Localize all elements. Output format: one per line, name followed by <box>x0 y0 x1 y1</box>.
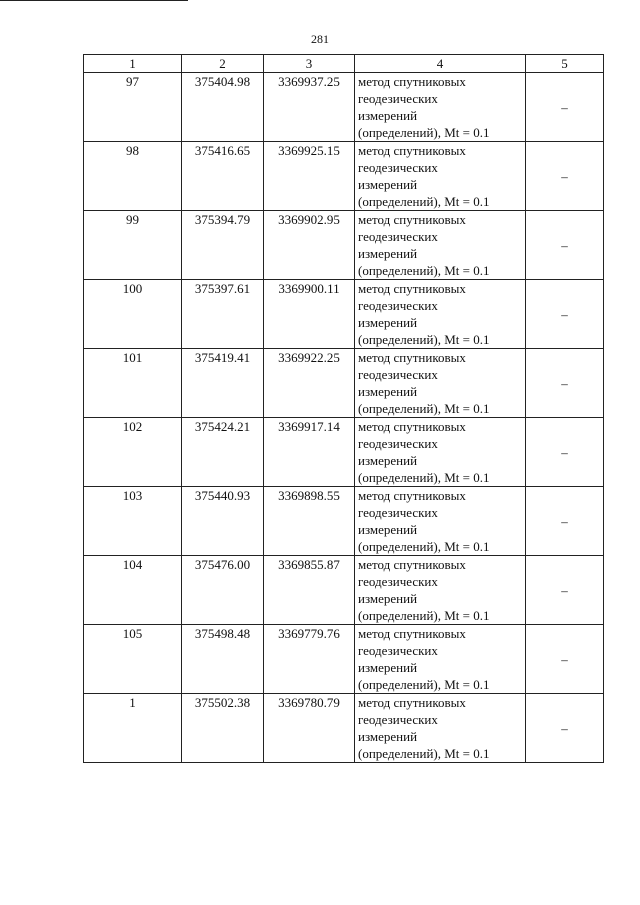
method-line: (определений), Mt = 0.1 <box>358 401 490 416</box>
y-coordinate-cell: 3369900.11 <box>264 280 355 349</box>
x-coordinate-cell: 375419.41 <box>182 349 264 418</box>
method-cell <box>355 142 526 211</box>
y-coordinate-cell: 3369902.95 <box>264 211 355 280</box>
y-coordinate-cell: 3369925.15 <box>264 142 355 211</box>
method-line: геодезических <box>358 574 438 589</box>
coordinates-table <box>83 54 604 763</box>
method-cell <box>355 556 526 625</box>
page-number: 281 <box>311 32 329 46</box>
table-row <box>84 625 604 694</box>
method-line: метод спутниковых <box>358 419 466 434</box>
x-coordinate-cell: 375440.93 <box>182 487 264 556</box>
method-line: метод спутниковых <box>358 212 466 227</box>
method-line: измерений <box>358 108 418 123</box>
y-coordinate-cell: 3369898.55 <box>264 487 355 556</box>
method-line: (определений), Mt = 0.1 <box>358 746 490 761</box>
x-coordinate-cell: 375397.61 <box>182 280 264 349</box>
table-row <box>84 73 604 142</box>
method-cell <box>355 418 526 487</box>
y-coordinate-cell: 3369779.76 <box>264 625 355 694</box>
point-number-cell: 105 <box>84 625 182 694</box>
method-line: метод спутниковых <box>358 281 466 296</box>
method-line: метод спутниковых <box>358 695 466 710</box>
method-line: метод спутниковых <box>358 143 466 158</box>
note-cell: – <box>526 556 604 625</box>
method-line: измерений <box>358 453 418 468</box>
method-line: измерений <box>358 384 418 399</box>
table-row <box>84 556 604 625</box>
method-line: метод спутниковых <box>358 626 466 641</box>
point-number-cell: 99 <box>84 211 182 280</box>
point-number-cell: 100 <box>84 280 182 349</box>
note-cell: – <box>526 142 604 211</box>
method-line: метод спутниковых <box>358 488 466 503</box>
method-line: измерений <box>358 729 418 744</box>
method-line: (определений), Mt = 0.1 <box>358 125 490 140</box>
x-coordinate-cell: 375502.38 <box>182 694 264 763</box>
x-coordinate-cell: 375476.00 <box>182 556 264 625</box>
header-col-3: 3 <box>264 55 355 73</box>
method-line: геодезических <box>358 298 438 313</box>
method-cell <box>355 349 526 418</box>
note-cell: – <box>526 694 604 763</box>
method-line: (определений), Mt = 0.1 <box>358 194 490 209</box>
table-row <box>84 418 604 487</box>
method-line: измерений <box>358 660 418 675</box>
method-cell <box>355 625 526 694</box>
method-line: метод спутниковых <box>358 74 466 89</box>
note-cell: – <box>526 487 604 556</box>
y-coordinate-cell: 3369922.25 <box>264 349 355 418</box>
method-line: геодезических <box>358 367 438 382</box>
method-line: (определений), Mt = 0.1 <box>358 332 490 347</box>
method-cell <box>355 694 526 763</box>
method-cell <box>355 280 526 349</box>
method-line: геодезических <box>358 712 438 727</box>
method-line: измерений <box>358 177 418 192</box>
point-number-cell: 98 <box>84 142 182 211</box>
table-row <box>84 142 604 211</box>
method-line: геодезических <box>358 91 438 106</box>
method-line: геодезических <box>358 229 438 244</box>
table-row <box>84 487 604 556</box>
table-row <box>84 694 604 763</box>
method-line: геодезических <box>358 505 438 520</box>
method-cell <box>355 73 526 142</box>
point-number-cell: 103 <box>84 487 182 556</box>
note-cell: – <box>526 625 604 694</box>
method-line: геодезических <box>358 643 438 658</box>
corner-rule <box>0 0 188 1</box>
note-cell: – <box>526 418 604 487</box>
method-line: измерений <box>358 591 418 606</box>
header-row <box>84 55 604 73</box>
method-line: измерений <box>358 246 418 261</box>
method-line: метод спутниковых <box>358 557 466 572</box>
method-line: (определений), Mt = 0.1 <box>358 539 490 554</box>
method-line: (определений), Mt = 0.1 <box>358 677 490 692</box>
y-coordinate-cell: 3369780.79 <box>264 694 355 763</box>
method-cell <box>355 211 526 280</box>
method-line: измерений <box>358 522 418 537</box>
table-row <box>84 280 604 349</box>
method-line: (определений), Mt = 0.1 <box>358 470 490 485</box>
x-coordinate-cell: 375416.65 <box>182 142 264 211</box>
y-coordinate-cell: 3369917.14 <box>264 418 355 487</box>
note-cell: – <box>526 211 604 280</box>
note-cell: – <box>526 349 604 418</box>
header-col-4: 4 <box>355 55 526 73</box>
method-line: измерений <box>358 315 418 330</box>
x-coordinate-cell: 375404.98 <box>182 73 264 142</box>
x-coordinate-cell: 375394.79 <box>182 211 264 280</box>
method-line: геодезических <box>358 436 438 451</box>
method-line: геодезических <box>358 160 438 175</box>
method-line: (определений), Mt = 0.1 <box>358 608 490 623</box>
header-col-5: 5 <box>526 55 604 73</box>
header-col-1: 1 <box>84 55 182 73</box>
point-number-cell: 104 <box>84 556 182 625</box>
table-row <box>84 349 604 418</box>
x-coordinate-cell: 375424.21 <box>182 418 264 487</box>
x-coordinate-cell: 375498.48 <box>182 625 264 694</box>
note-cell: – <box>526 73 604 142</box>
point-number-cell: 101 <box>84 349 182 418</box>
method-line: (определений), Mt = 0.1 <box>358 263 490 278</box>
point-number-cell: 97 <box>84 73 182 142</box>
y-coordinate-cell: 3369855.87 <box>264 556 355 625</box>
note-cell: – <box>526 280 604 349</box>
header-col-2: 2 <box>182 55 264 73</box>
y-coordinate-cell: 3369937.25 <box>264 73 355 142</box>
method-cell <box>355 487 526 556</box>
point-number-cell: 1 <box>84 694 182 763</box>
point-number-cell: 102 <box>84 418 182 487</box>
table-body <box>84 73 604 763</box>
table-row <box>84 211 604 280</box>
method-line: метод спутниковых <box>358 350 466 365</box>
